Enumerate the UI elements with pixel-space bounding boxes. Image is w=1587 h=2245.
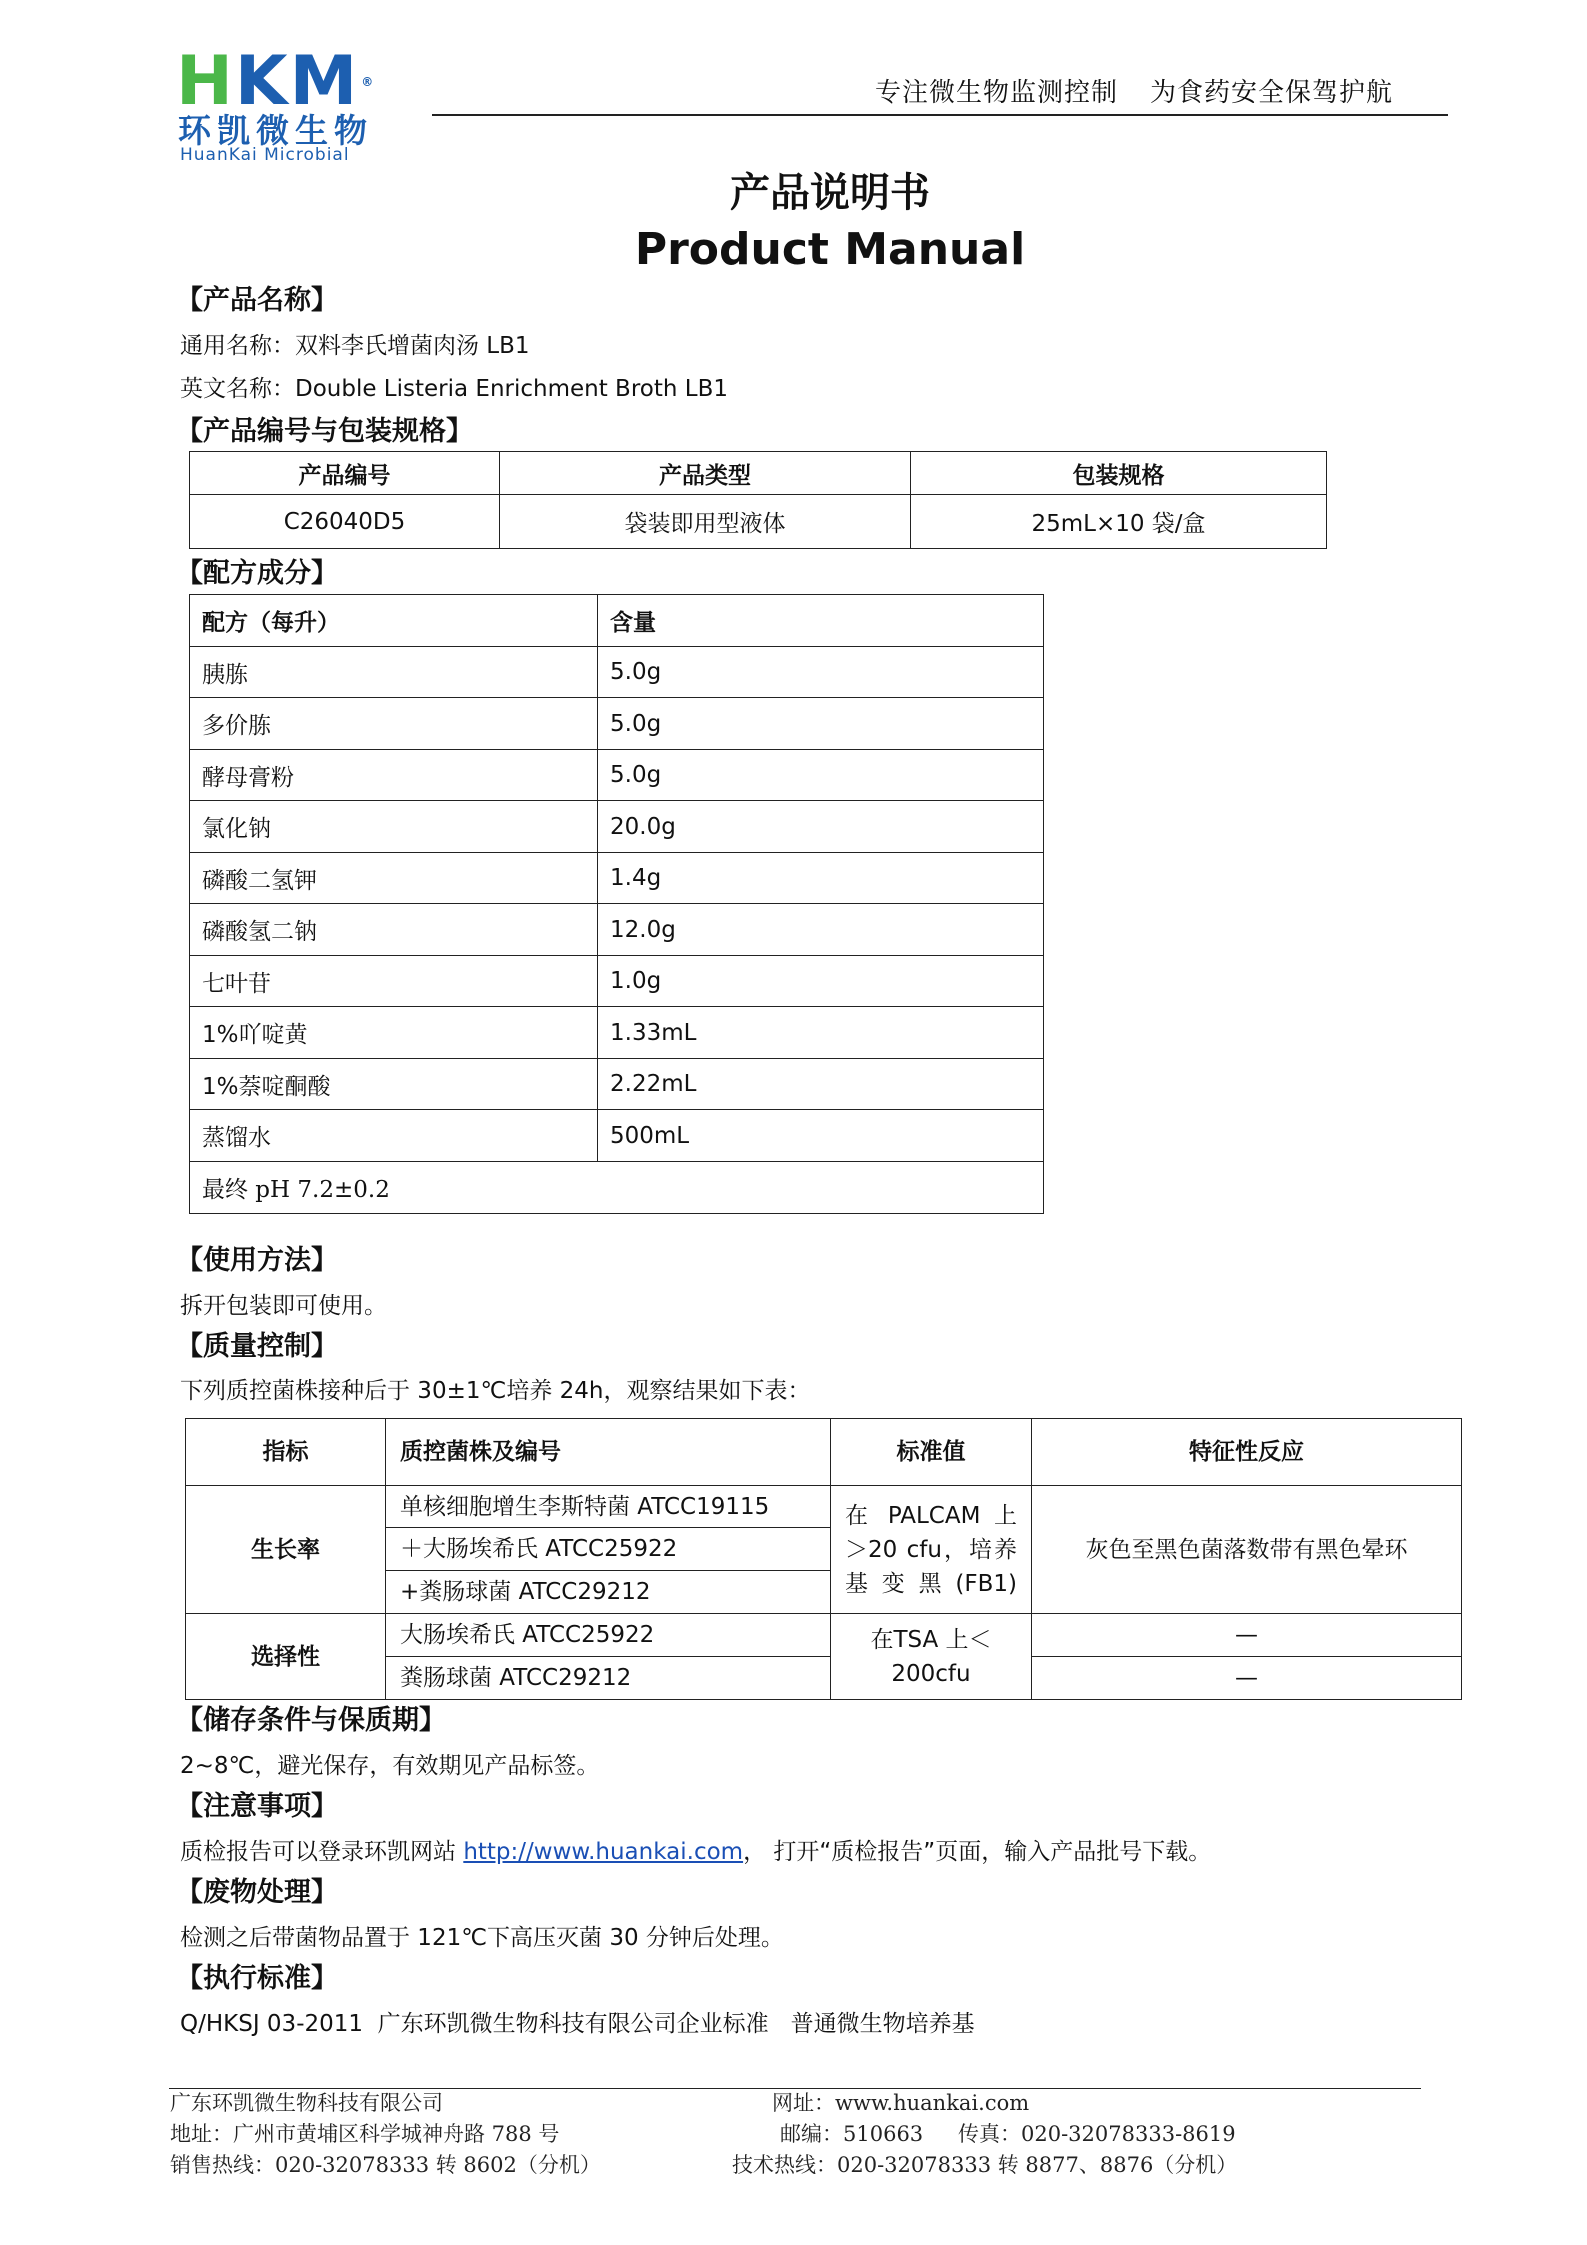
ingredient-name: 蒸馏水 [190, 1110, 598, 1162]
selectivity-reaction: — [1032, 1657, 1462, 1700]
ingredient-name: 氯化钠 [190, 801, 598, 853]
ingredient-amount: 1.0g [598, 956, 1044, 1007]
notes-text-before: 质检报告可以登录环凯网站 [180, 1839, 464, 1865]
qc-header: 指标 [186, 1419, 386, 1486]
standard-text: Q/HKSJ 03-2011 广东环凯微生物科技有限公司企业标准 普通微生物培养基 [180, 2011, 975, 2037]
footer-sales-hotline: 销售热线：020-32078333 转 8602（分机） [170, 2153, 601, 2177]
final-ph: 最终 pH 7.2±0.2 [190, 1162, 1044, 1214]
selectivity-label: 选择性 [186, 1614, 386, 1700]
product-type: 袋装即用型液体 [500, 495, 911, 549]
notes-text [180, 1837, 1211, 1867]
table-row [190, 801, 1044, 853]
header-divider [432, 114, 1448, 116]
table-row [190, 853, 1044, 904]
logo-english-name: HuanKai Microbial [180, 145, 350, 165]
growth-strain: +粪肠球菌 ATCC29212 [386, 1571, 831, 1614]
product-code: C26040D5 [190, 495, 500, 549]
growth-reaction: 灰色至黑色菌落数带有黑色晕环 [1032, 1486, 1462, 1614]
logo-chinese-name: 环凯微生物 [178, 111, 373, 150]
page-title-cn: 产品说明书 [730, 170, 930, 216]
section-heading-formula: 【配方成分】 [176, 558, 338, 589]
ingredient-name: 1%萘啶酮酸 [190, 1059, 598, 1110]
growth-label: 生长率 [186, 1486, 386, 1614]
formula-table [189, 594, 1044, 1214]
ingredient-name: 胰胨 [190, 647, 598, 698]
package-spec: 25mL×10 袋/盒 [911, 495, 1327, 549]
qc-table [185, 1418, 1462, 1700]
ingredient-name: 多价胨 [190, 698, 598, 750]
logo-mark: HKM ® [176, 42, 376, 121]
qc-header: 质控菌株及编号 [386, 1419, 831, 1486]
ingredient-name: 1%吖啶黄 [190, 1007, 598, 1059]
table-row [190, 750, 1044, 801]
section-heading-storage: 【储存条件与保质期】 [176, 1705, 446, 1736]
packaging-header: 包装规格 [911, 452, 1327, 495]
ingredient-amount: 2.22mL [598, 1059, 1044, 1110]
footer-website: 网址：www.huankai.com [772, 2091, 1030, 2115]
ingredient-name: 酵母膏粉 [190, 750, 598, 801]
footer-company: 广东环凯微生物科技有限公司 [170, 2091, 443, 2115]
selectivity-standard: 在TSA 上＜200cfu [831, 1614, 1032, 1700]
section-heading-notes: 【注意事项】 [176, 1791, 338, 1822]
selectivity-strain: 粪肠球菌 ATCC29212 [386, 1657, 831, 1700]
usage-text: 拆开包装即可使用。 [180, 1293, 387, 1319]
english-name: 英文名称：Double Listeria Enrichment Broth LB1 [180, 376, 728, 402]
ingredient-amount: 5.0g [598, 750, 1044, 801]
ingredient-amount: 1.4g [598, 853, 1044, 904]
notes-text-after: ， 打开“质检报告”页面，输入产品批号下载。 [743, 1839, 1212, 1865]
ingredient-name: 磷酸二氢钾 [190, 853, 598, 904]
footer-divider [169, 2088, 1421, 2089]
footer-postcode: 邮编：510663 [780, 2122, 924, 2146]
section-heading-qc: 【质量控制】 [176, 1331, 338, 1362]
disposal-text: 检测之后带菌物品置于 121℃下高压灭菌 30 分钟后处理。 [180, 1925, 784, 1951]
ingredient-amount: 500mL [598, 1110, 1044, 1162]
footer-fax: 传真：020-32078333-8619 [958, 2122, 1236, 2146]
table-row [190, 1007, 1044, 1059]
ingredient-amount: 1.33mL [598, 1007, 1044, 1059]
table-row [190, 1110, 1044, 1162]
ingredient-amount: 5.0g [598, 698, 1044, 750]
ingredient-name: 磷酸氢二钠 [190, 904, 598, 956]
selectivity-strain: 大肠埃希氏 ATCC25922 [386, 1614, 831, 1657]
ingredient-amount: 12.0g [598, 904, 1044, 956]
slogan-part-1: 专注微生物监测控制 [875, 78, 1119, 108]
footer-tech-hotline: 技术热线：020-32078333 转 8877、8876（分机） [732, 2153, 1238, 2177]
footer-address: 地址：广州市黄埔区科学城神舟路 788 号 [170, 2122, 560, 2146]
qc-header: 标准值 [831, 1419, 1032, 1486]
table-row [190, 956, 1044, 1007]
slogan-part-2: 为食药安全保驾护航 [1150, 78, 1394, 108]
table-row [190, 1059, 1044, 1110]
slogan [875, 78, 1393, 108]
section-heading-packaging: 【产品编号与包装规格】 [176, 416, 473, 447]
growth-strain: 单核细胞增生李斯特菌 ATCC19115 [386, 1486, 831, 1528]
website-link[interactable]: http://www.huankai.com [463, 1839, 744, 1865]
table-row [190, 647, 1044, 698]
qc-intro: 下列质控菌株接种后于 30±1℃培养 24h，观察结果如下表： [180, 1378, 811, 1404]
section-heading-standard: 【执行标准】 [176, 1963, 338, 1994]
common-name: 通用名称：双料李氏增菌肉汤 LB1 [180, 333, 530, 359]
table-row [190, 904, 1044, 956]
qc-header: 特征性反应 [1032, 1419, 1462, 1486]
packaging-table [189, 451, 1327, 549]
formula-header: 含量 [598, 595, 1044, 647]
packaging-header: 产品编号 [190, 452, 500, 495]
formula-header: 配方（每升） [190, 595, 598, 647]
growth-strain: ＋大肠埃希氏 ATCC25922 [386, 1528, 831, 1571]
ingredient-amount: 20.0g [598, 801, 1044, 853]
page-title-en: Product Manual [634, 224, 1026, 275]
storage-text: 2~8℃，避光保存，有效期见产品标签。 [180, 1753, 600, 1779]
selectivity-reaction: — [1032, 1614, 1462, 1657]
table-row [190, 698, 1044, 750]
ingredient-name: 七叶苷 [190, 956, 598, 1007]
growth-standard: 在 PALCAM 上＞20 cfu，培养基变黑(FB1) [831, 1486, 1032, 1614]
section-heading-disposal: 【废物处理】 [176, 1877, 338, 1908]
section-heading-product-name: 【产品名称】 [176, 285, 338, 316]
packaging-header: 产品类型 [500, 452, 911, 495]
section-heading-usage: 【使用方法】 [176, 1245, 338, 1276]
ingredient-amount: 5.0g [598, 647, 1044, 698]
